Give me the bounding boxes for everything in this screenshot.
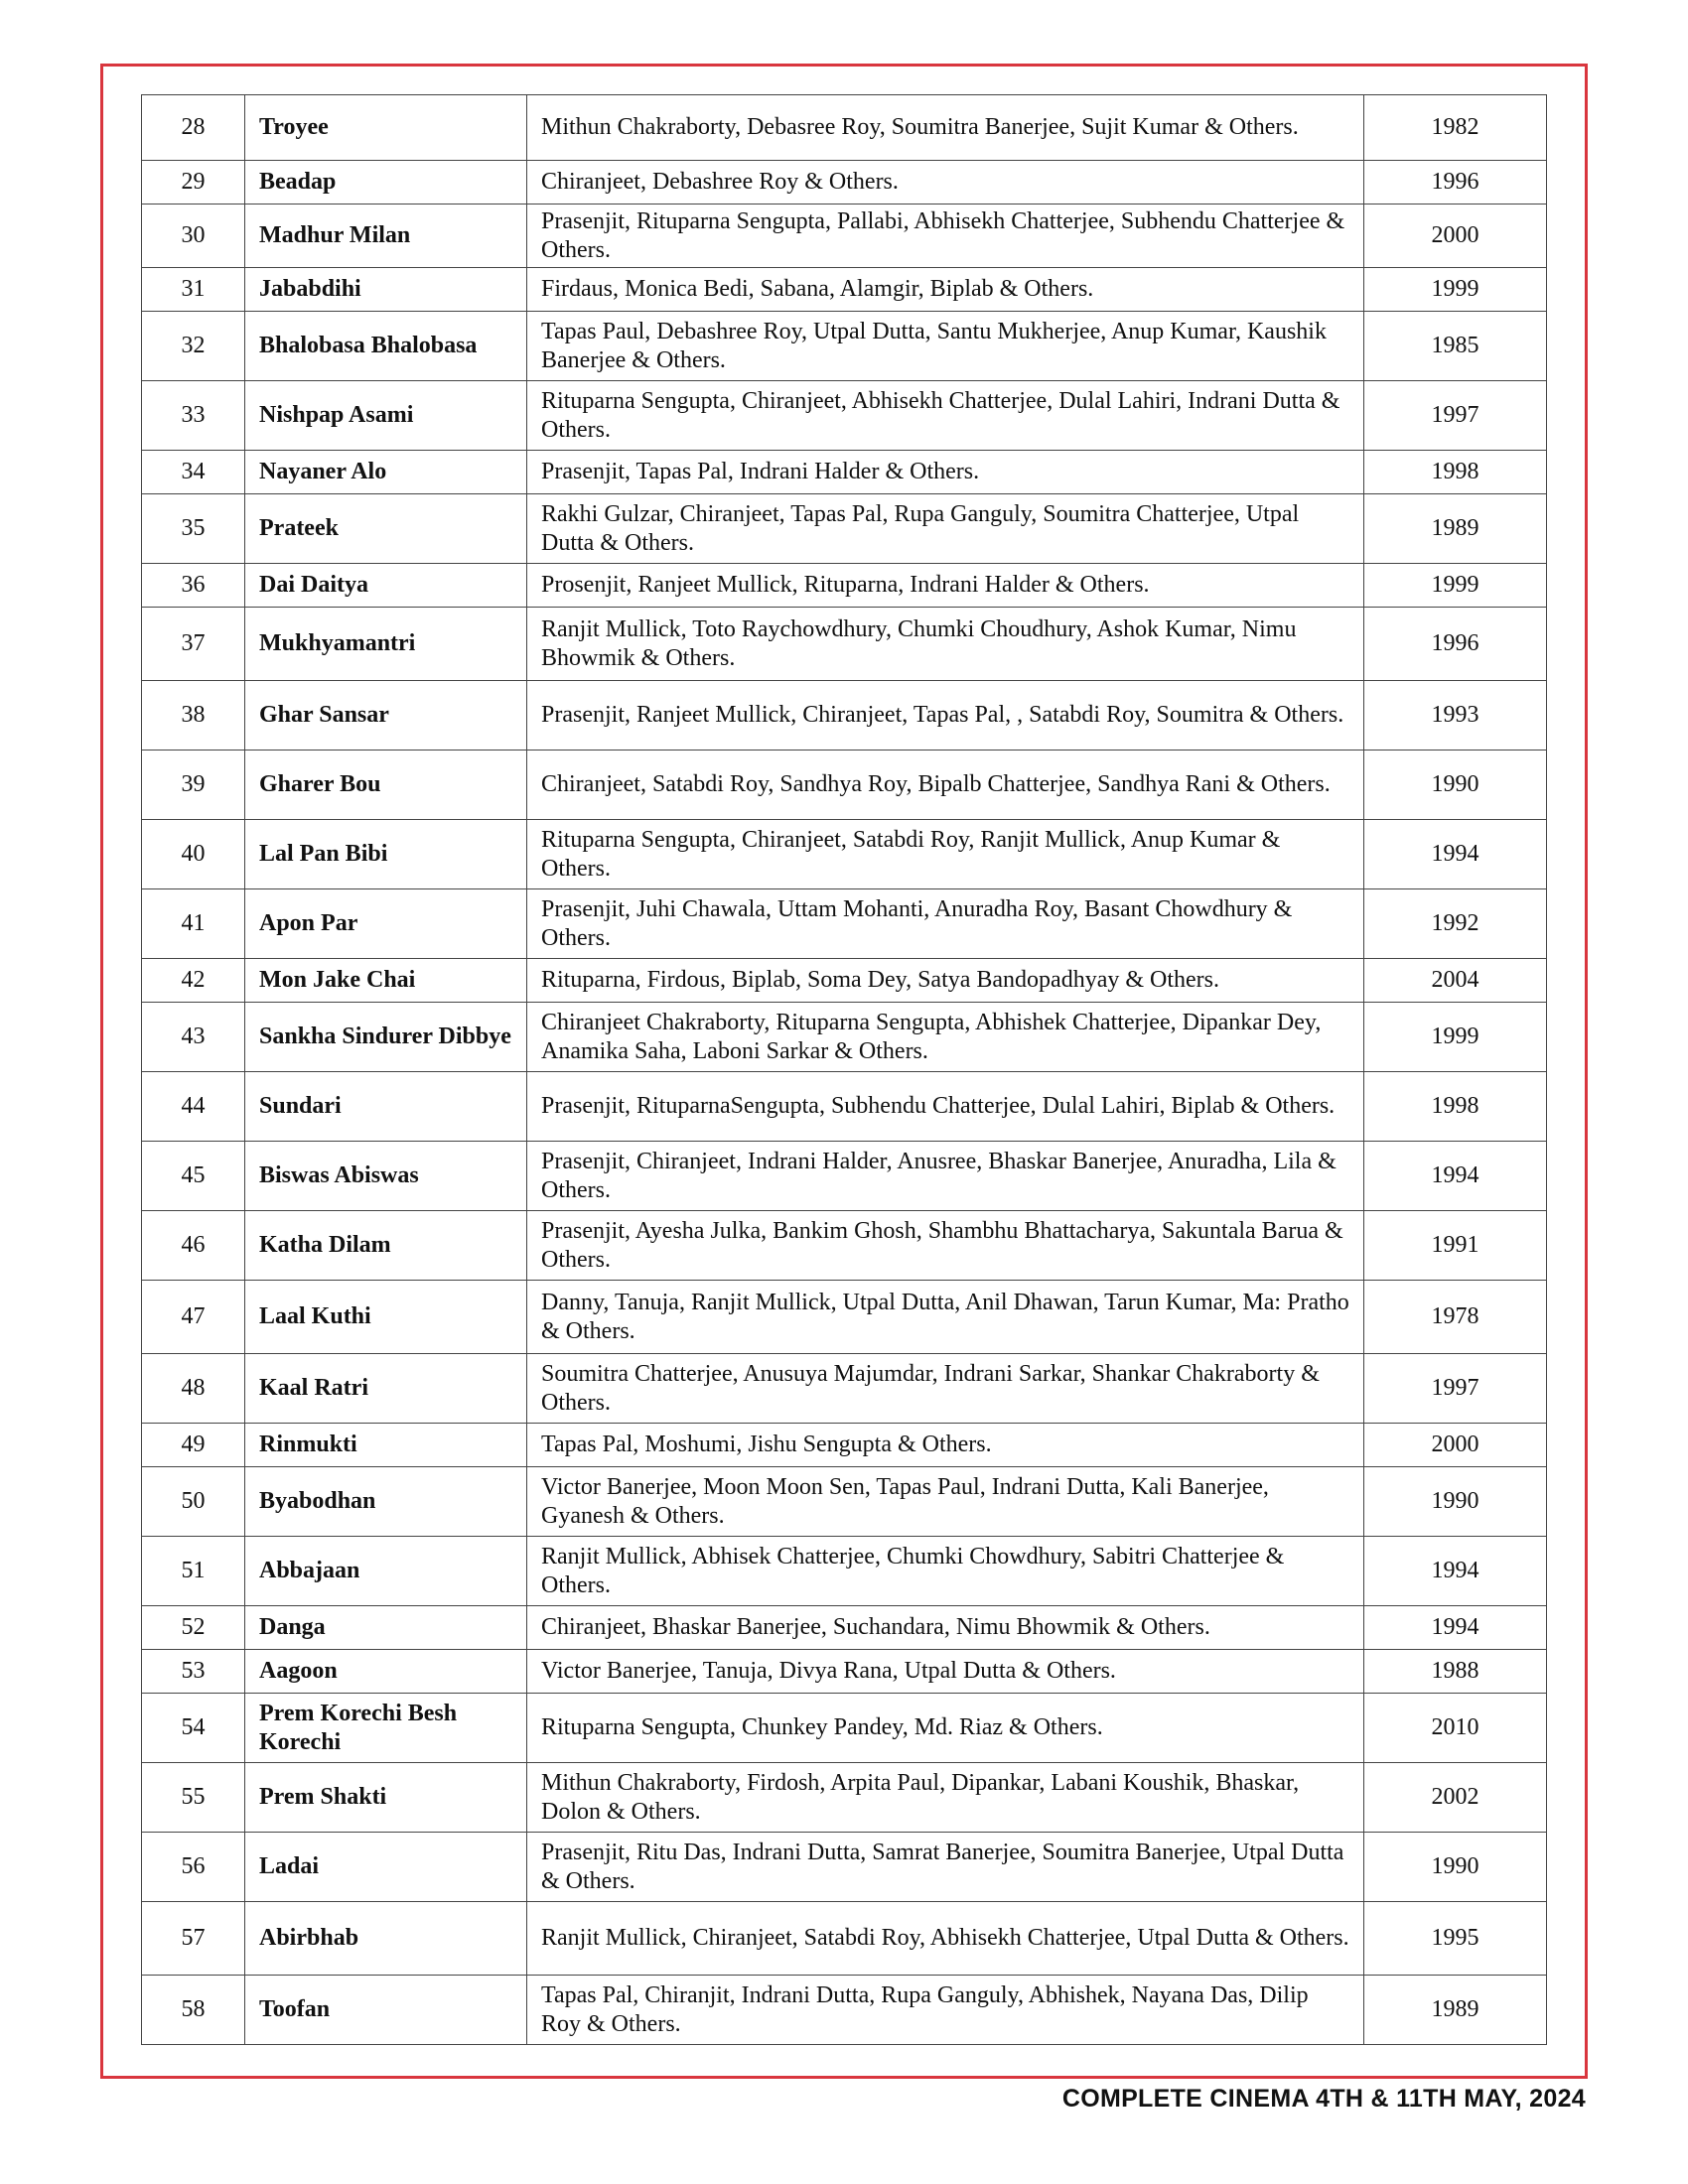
table-row	[142, 1354, 1547, 1424]
row-number: 57	[142, 1902, 245, 1976]
table-row	[142, 1606, 1547, 1650]
row-number: 42	[142, 959, 245, 1003]
film-title: Prateek	[245, 494, 527, 564]
film-cast: Chiranjeet, Debashree Roy & Others.	[527, 161, 1364, 205]
table-row	[142, 268, 1547, 312]
film-year: 1995	[1364, 1902, 1547, 1976]
table-row	[142, 451, 1547, 494]
film-year: 1991	[1364, 1211, 1547, 1281]
film-title: Ladai	[245, 1833, 527, 1902]
film-year: 1978	[1364, 1281, 1547, 1354]
film-title: Katha Dilam	[245, 1211, 527, 1281]
film-title: Bhalobasa Bhalobasa	[245, 312, 527, 381]
film-title: Biswas Abiswas	[245, 1142, 527, 1211]
table-row	[142, 889, 1547, 959]
table-row	[142, 608, 1547, 681]
film-year: 1994	[1364, 1142, 1547, 1211]
row-number: 48	[142, 1354, 245, 1424]
film-title: Madhur Milan	[245, 205, 527, 268]
row-number: 58	[142, 1976, 245, 2045]
film-title: Mukhyamantri	[245, 608, 527, 681]
film-cast: Prasenjit, Juhi Chawala, Uttam Mohanti, Anuradha Roy, Basant Chowdhury & Others.	[527, 889, 1364, 959]
film-year: 1992	[1364, 889, 1547, 959]
film-year: 1990	[1364, 1467, 1547, 1537]
table-row	[142, 1650, 1547, 1694]
film-title: Sundari	[245, 1072, 527, 1142]
film-cast: Prasenjit, Ritu Das, Indrani Dutta, Samrat Banerjee, Soumitra Banerjee, Utpal Dutta & Others.	[527, 1833, 1364, 1902]
film-title: Abirbhab	[245, 1902, 527, 1976]
table-row	[142, 1072, 1547, 1142]
row-number: 41	[142, 889, 245, 959]
film-title: Laal Kuthi	[245, 1281, 527, 1354]
film-cast: Rituparna Sengupta, Chunkey Pandey, Md. Riaz & Others.	[527, 1694, 1364, 1763]
film-year: 1997	[1364, 1354, 1547, 1424]
film-year: 1989	[1364, 494, 1547, 564]
table-row	[142, 1902, 1547, 1976]
film-year: 2000	[1364, 1424, 1547, 1467]
film-cast: Mithun Chakraborty, Debasree Roy, Soumitra Banerjee, Sujit Kumar & Others.	[527, 95, 1364, 161]
row-number: 32	[142, 312, 245, 381]
table-row	[142, 494, 1547, 564]
row-number: 50	[142, 1467, 245, 1537]
film-title: Troyee	[245, 95, 527, 161]
film-year: 1990	[1364, 751, 1547, 820]
table-row	[142, 1142, 1547, 1211]
film-cast: Chiranjeet Chakraborty, Rituparna Sengupta, Abhishek Chatterjee, Dipankar Dey, Anamika Saha, Laboni Sarkar & Others.	[527, 1003, 1364, 1072]
film-year: 1982	[1364, 95, 1547, 161]
film-title: Gharer Bou	[245, 751, 527, 820]
table-row	[142, 95, 1547, 161]
row-number: 33	[142, 381, 245, 451]
film-cast: Chiranjeet, Bhaskar Banerjee, Suchandara, Nimu Bhowmik & Others.	[527, 1606, 1364, 1650]
row-number: 44	[142, 1072, 245, 1142]
film-cast: Tapas Pal, Chiranjit, Indrani Dutta, Rupa Ganguly, Abhishek, Nayana Das, Dilip Roy & Others.	[527, 1976, 1364, 2045]
row-number: 49	[142, 1424, 245, 1467]
film-cast: Prosenjit, Ranjeet Mullick, Rituparna, Indrani Halder & Others.	[527, 564, 1364, 608]
film-title: Mon Jake Chai	[245, 959, 527, 1003]
film-cast: Prasenjit, Tapas Pal, Indrani Halder & Others.	[527, 451, 1364, 494]
table-row	[142, 1976, 1547, 2045]
film-year: 1999	[1364, 268, 1547, 312]
table-row	[142, 161, 1547, 205]
film-title: Apon Par	[245, 889, 527, 959]
table-row	[142, 1003, 1547, 1072]
film-year: 2004	[1364, 959, 1547, 1003]
row-number: 46	[142, 1211, 245, 1281]
film-title: Byabodhan	[245, 1467, 527, 1537]
film-table-body	[142, 95, 1547, 2045]
film-title: Nishpap Asami	[245, 381, 527, 451]
film-title: Jababdihi	[245, 268, 527, 312]
film-year: 2000	[1364, 205, 1547, 268]
row-number: 51	[142, 1537, 245, 1606]
film-year: 1989	[1364, 1976, 1547, 2045]
film-cast: Victor Banerjee, Tanuja, Divya Rana, Utpal Dutta & Others.	[527, 1650, 1364, 1694]
row-number: 39	[142, 751, 245, 820]
film-title: Ghar Sansar	[245, 681, 527, 751]
film-title: Prem Korechi Besh Korechi	[245, 1694, 527, 1763]
film-title: Dai Daitya	[245, 564, 527, 608]
table-row	[142, 1424, 1547, 1467]
table-row	[142, 751, 1547, 820]
film-year: 1997	[1364, 381, 1547, 451]
film-year: 1998	[1364, 1072, 1547, 1142]
film-year: 1999	[1364, 564, 1547, 608]
film-year: 1985	[1364, 312, 1547, 381]
film-title: Rinmukti	[245, 1424, 527, 1467]
film-year: 1999	[1364, 1003, 1547, 1072]
film-year: 1988	[1364, 1650, 1547, 1694]
table-row	[142, 1281, 1547, 1354]
film-year: 2002	[1364, 1763, 1547, 1833]
film-cast: Rituparna, Firdous, Biplab, Soma Dey, Satya Bandopadhyay & Others.	[527, 959, 1364, 1003]
film-year: 1994	[1364, 820, 1547, 889]
row-number: 43	[142, 1003, 245, 1072]
film-title: Beadap	[245, 161, 527, 205]
film-cast: Ranjit Mullick, Toto Raychowdhury, Chumki Choudhury, Ashok Kumar, Nimu Bhowmik & Others.	[527, 608, 1364, 681]
film-cast: Soumitra Chatterjee, Anusuya Majumdar, Indrani Sarkar, Shankar Chakraborty & Others.	[527, 1354, 1364, 1424]
film-cast: Rituparna Sengupta, Chiranjeet, Satabdi Roy, Ranjit Mullick, Anup Kumar & Others.	[527, 820, 1364, 889]
film-title: Aagoon	[245, 1650, 527, 1694]
table-row	[142, 1537, 1547, 1606]
film-cast: Rituparna Sengupta, Chiranjeet, Abhisekh Chatterjee, Dulal Lahiri, Indrani Dutta & Others.	[527, 381, 1364, 451]
film-cast: Prasenjit, RituparnaSengupta, Subhendu Chatterjee, Dulal Lahiri, Biplab & Others.	[527, 1072, 1364, 1142]
film-cast: Rakhi Gulzar, Chiranjeet, Tapas Pal, Rupa Ganguly, Soumitra Chatterjee, Utpal Dutta & Others.	[527, 494, 1364, 564]
film-cast: Chiranjeet, Satabdi Roy, Sandhya Roy, Bipalb Chatterjee, Sandhya Rani & Others.	[527, 751, 1364, 820]
row-number: 55	[142, 1763, 245, 1833]
table-row	[142, 681, 1547, 751]
film-year: 1996	[1364, 161, 1547, 205]
row-number: 30	[142, 205, 245, 268]
film-title: Prem Shakti	[245, 1763, 527, 1833]
film-title: Abbajaan	[245, 1537, 527, 1606]
film-title: Toofan	[245, 1976, 527, 2045]
row-number: 56	[142, 1833, 245, 1902]
row-number: 36	[142, 564, 245, 608]
row-number: 37	[142, 608, 245, 681]
table-row	[142, 959, 1547, 1003]
film-cast: Firdaus, Monica Bedi, Sabana, Alamgir, Biplab & Others.	[527, 268, 1364, 312]
film-cast: Prasenjit, Rituparna Sengupta, Pallabi, Abhisekh Chatterjee, Subhendu Chatterjee & Others.	[527, 205, 1364, 268]
film-year: 1998	[1364, 451, 1547, 494]
film-cast: Victor Banerjee, Moon Moon Sen, Tapas Paul, Indrani Dutta, Kali Banerjee, Gyanesh & Others.	[527, 1467, 1364, 1537]
film-cast: Danny, Tanuja, Ranjit Mullick, Utpal Dutta, Anil Dhawan, Tarun Kumar, Ma: Pratho & Others.	[527, 1281, 1364, 1354]
table-row	[142, 1833, 1547, 1902]
table-row	[142, 564, 1547, 608]
film-table	[141, 94, 1547, 2045]
film-cast: Prasenjit, Ayesha Julka, Bankim Ghosh, Shambhu Bhattacharya, Sakuntala Barua & Others.	[527, 1211, 1364, 1281]
film-cast: Prasenjit, Chiranjeet, Indrani Halder, Anusree, Bhaskar Banerjee, Anuradha, Lila & Others.	[527, 1142, 1364, 1211]
row-number: 54	[142, 1694, 245, 1763]
film-cast: Ranjit Mullick, Abhisek Chatterjee, Chumki Chowdhury, Sabitri Chatterjee & Others.	[527, 1537, 1364, 1606]
row-number: 53	[142, 1650, 245, 1694]
row-number: 29	[142, 161, 245, 205]
footer-caption: COMPLETE CINEMA 4TH & 11TH MAY, 2024	[1061, 2085, 1586, 2113]
row-number: 45	[142, 1142, 245, 1211]
film-year: 2010	[1364, 1694, 1547, 1763]
film-cast: Tapas Pal, Moshumi, Jishu Sengupta & Others.	[527, 1424, 1364, 1467]
film-year: 1994	[1364, 1537, 1547, 1606]
film-cast: Tapas Paul, Debashree Roy, Utpal Dutta, Santu Mukherjee, Anup Kumar, Kaushik Banerjee & Others.	[527, 312, 1364, 381]
row-number: 47	[142, 1281, 245, 1354]
row-number: 35	[142, 494, 245, 564]
row-number: 28	[142, 95, 245, 161]
film-title: Kaal Ratri	[245, 1354, 527, 1424]
film-title: Lal Pan Bibi	[245, 820, 527, 889]
table-row	[142, 1211, 1547, 1281]
table-row	[142, 205, 1547, 268]
table-row	[142, 381, 1547, 451]
table-row	[142, 820, 1547, 889]
table-row	[142, 1694, 1547, 1763]
row-number: 40	[142, 820, 245, 889]
film-year: 1994	[1364, 1606, 1547, 1650]
film-cast: Mithun Chakraborty, Firdosh, Arpita Paul, Dipankar, Labani Koushik, Bhaskar, Dolon & Others.	[527, 1763, 1364, 1833]
film-year: 1996	[1364, 608, 1547, 681]
table-row	[142, 1467, 1547, 1537]
film-cast: Prasenjit, Ranjeet Mullick, Chiranjeet, Tapas Pal, , Satabdi Roy, Soumitra & Others.	[527, 681, 1364, 751]
row-number: 34	[142, 451, 245, 494]
film-year: 1990	[1364, 1833, 1547, 1902]
film-title: Danga	[245, 1606, 527, 1650]
row-number: 31	[142, 268, 245, 312]
film-year: 1993	[1364, 681, 1547, 751]
film-cast: Ranjit Mullick, Chiranjeet, Satabdi Roy, Abhisekh Chatterjee, Utpal Dutta & Others.	[527, 1902, 1364, 1976]
film-title: Nayaner Alo	[245, 451, 527, 494]
film-title: Sankha Sindurer Dibbye	[245, 1003, 527, 1072]
table-row	[142, 1763, 1547, 1833]
table-row	[142, 312, 1547, 381]
row-number: 38	[142, 681, 245, 751]
row-number: 52	[142, 1606, 245, 1650]
